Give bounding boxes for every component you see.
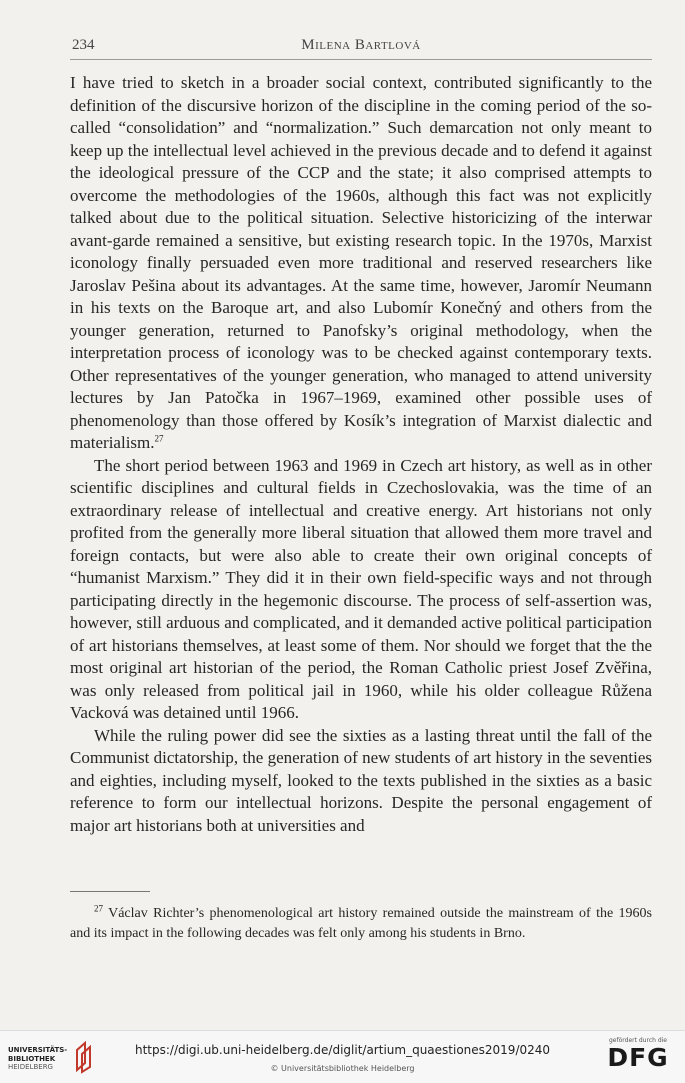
- paragraph-1: I have tried to sketch in a broader social context, contributed significantly to the definition of the discursive horizon of the discipline in the coming period of the so-called “consolidation” and “normalization.” Such demarcation not only meant to keep up the intellectual level achieved in the previous decade and to defend it against the ideological pressure of the CCP and the state; it also comprised attempts to overcome the methodologies of the 1960s, although this fact was not explicitly talked about due to the political situation. Selective historicizing of the interwar avant-garde remained a sensitive, but existing research topic. In the 1970s, Marxist iconology finally persuaded even more traditional and reserved researchers like Jaroslav Pešina about its advantages. At the same time, however, Jaromír Neumann in his texts on the Baroque art, and also Lubomír Konečný and others from the younger generation, returned to Panofsky’s original methodology, when the interpretation process of iconology was to be checked against contemporary texts. Other representatives of the younger generation, who managed to attend university lectures by Jan Patočka in 1967–1969, examined other possible uses of phenomenology than those offered by Kosík’s integration of Marxist dialectic and materialism.$^{27}$: [70, 73, 652, 452]
- library-name-line3: HEIDELBERG: [8, 1063, 53, 1071]
- footnote-text: Václav Richter’s phenomenological art history remained outside the mainstream of the 1960s and its impact in the following decades was felt only among his students in Brno.: [70, 906, 652, 941]
- body-text: [70, 72, 652, 837]
- copyright-notice: © Universitätsbibliothek Heidelberg: [270, 1064, 415, 1073]
- footnote-number: 27: [94, 903, 103, 914]
- running-head-author: Milena Bartlová: [301, 37, 421, 53]
- library-name-line1: UNIVERSITÄTS-: [8, 1046, 68, 1054]
- paragraph-2: The short period between 1963 and 1969 in Czech art history, as well as in other scientific disciplines and cultural fields in Czechoslovakia, was the time of an extraordinary release of intellectual and creative energy. Art historians not only profited from the generally more liberal situation that allowed them more travel and foreign contacts, but were also able to create their own original concepts of “humanist Marxism.” They did it in their own field-specific ways and not through participating directly in the hegemonic discourse. The process of self-assertion was, however, still arduous and complicated, and it demanded active political participation of art historians themselves, at least some of them. Nor should we forget that the the most original art historian of the period, the Roman Catholic priest Josef Zvěřina, was only released from political jail in 1960, while his older colleague Růžena Vacková was detained until 1966.: [70, 455, 652, 722]
- digitization-footer: [0, 1030, 685, 1083]
- header-rule: [70, 59, 652, 60]
- footnote-reference[interactable]: 27: [154, 433, 164, 444]
- page-number: 234: [72, 37, 95, 53]
- footnote-rule: [70, 891, 150, 892]
- footnote: [70, 904, 652, 943]
- paragraph-3: While the ruling power did see the sixties as a lasting threat until the fall of the Communist dictatorship, the generation of new students of art history in the seventies and eighties, including myself, looked to the texts published in the sixties as a basic reference to form our intellectual horizons. Despite the personal engagement of major art historians both at universities and: [70, 725, 652, 835]
- funded-by-text: gefördert durch die: [609, 1037, 667, 1044]
- library-name-line2: BIBLIOTHEK: [8, 1054, 56, 1063]
- running-head: [70, 37, 652, 59]
- dfg-logo[interactable]: [603, 1037, 673, 1072]
- permalink-url[interactable]: https://digi.ub.uni-heidelberg.de/diglit/artium_quaestiones2019/0240: [134, 1043, 551, 1057]
- dfg-text: DFG: [607, 1043, 669, 1072]
